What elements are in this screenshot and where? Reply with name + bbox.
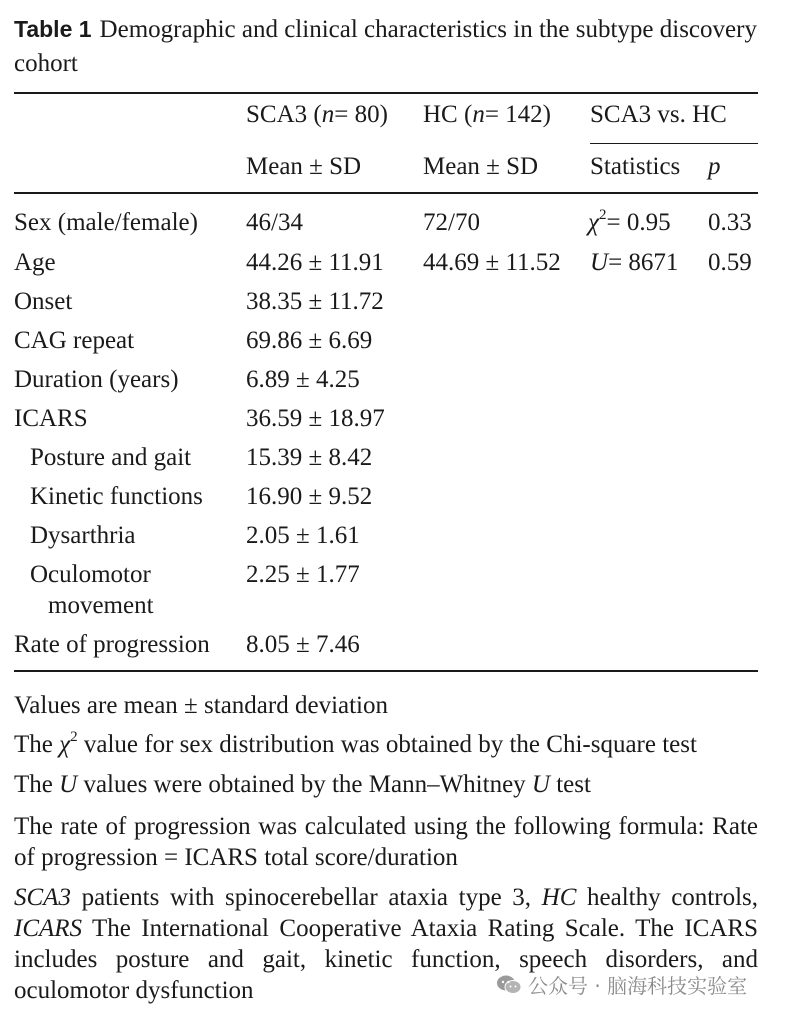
cell-p: 0.59 <box>708 249 752 276</box>
row-label: Posture and gait <box>30 444 192 471</box>
chi-superscript: 2 <box>599 206 607 223</box>
statistic-value: = 8671 <box>608 249 679 276</box>
watermark <box>496 970 747 999</box>
statistic-value: = 0.95 <box>606 209 671 236</box>
u-symbol: U <box>59 771 78 798</box>
col-header-compare: SCA3 vs. HC <box>590 101 727 128</box>
top-rule <box>14 92 758 94</box>
footnote-mann-whitney <box>14 769 758 800</box>
cell-sca3: 38.35 ± 11.72 <box>246 288 384 315</box>
cell-sca3: 44.26 ± 11.91 <box>246 249 384 276</box>
col-subheader-p: p <box>708 153 721 180</box>
footnote-text: value for sex distribution was obtained by the Chi-square test <box>77 731 697 758</box>
col-subheader-statistics: Statistics <box>590 153 681 180</box>
cell-sca3: 16.90 ± 9.52 <box>246 483 373 510</box>
row-label: Dysarthria <box>30 522 136 549</box>
row-label: CAG repeat <box>14 327 135 354</box>
col-header-sca3-value: = 80) <box>334 101 388 128</box>
col-subheader-hc: Mean ± SD <box>423 153 539 180</box>
footnote-formula: The rate of progression was calculated using the following formula: Rate of progression = ICARS total score/duration <box>14 813 758 871</box>
chi-symbol: χ <box>59 731 71 758</box>
footnote-text: test <box>549 771 591 798</box>
row-label: Onset <box>14 288 73 315</box>
row-label: Kinetic functions <box>30 483 203 510</box>
cell-sca3: 15.39 ± 8.42 <box>246 444 373 471</box>
abbrev-text: The International Cooperative Ataxia Rating Scale. The ICARS includes posture and gait, kinetic function, speech disorders, and oculomotor dysfunction <box>14 915 758 1004</box>
cell-sca3: 6.89 ± 4.25 <box>246 366 360 393</box>
cell-hc: 72/70 <box>423 209 480 236</box>
footnote-text: values were obtained by the Mann–Whitney <box>77 771 532 798</box>
cell-sca3: 8.05 ± 7.46 <box>246 631 360 658</box>
table-label: Table 1 <box>14 16 92 42</box>
col-header-hc <box>423 100 551 130</box>
row-label: Age <box>14 249 56 276</box>
abbrev-term: SCA3 <box>14 884 71 911</box>
row-label: Sex (male/female) <box>14 209 198 236</box>
cell-sca3: 69.86 ± 6.69 <box>246 327 373 354</box>
cell-sca3: 46/34 <box>246 209 303 236</box>
col-subheader-sca3: Mean ± SD <box>246 153 362 180</box>
table-caption <box>14 12 758 81</box>
bottom-rule <box>14 670 758 672</box>
col-header-hc-var: n <box>472 101 485 128</box>
chi-symbol: χ <box>588 209 599 236</box>
footnote-values: Values are mean ± standard deviation <box>14 692 388 719</box>
watermark-text: 公众号 · 脑海科技实验室 <box>528 974 748 998</box>
abbrev-term: HC <box>541 884 577 911</box>
abbrev-term: ICARS <box>14 915 83 942</box>
u-symbol: U <box>590 249 609 276</box>
cell-hc: 44.69 ± 11.52 <box>423 249 561 276</box>
cell-sca3: 2.25 ± 1.77 <box>246 561 360 588</box>
cell-sca3: 2.05 ± 1.61 <box>246 522 360 549</box>
cell-p: 0.33 <box>708 209 752 236</box>
row-label: Oculomotor <box>30 561 151 588</box>
footnote-chi-square <box>14 729 758 760</box>
header-rule <box>14 192 758 194</box>
compare-rule <box>590 143 758 144</box>
col-header-hc-value: = 142) <box>484 101 551 128</box>
chi-superscript: 2 <box>70 728 78 745</box>
row-label: Rate of progression <box>14 631 210 658</box>
cell-sca3: 36.59 ± 18.97 <box>246 405 385 432</box>
col-header-sca3-prefix: SCA3 ( <box>246 101 322 128</box>
row-label-continuation: movement <box>48 592 154 619</box>
footnote-text: The <box>14 771 60 798</box>
abbrev-text: healthy controls, <box>576 884 758 911</box>
row-label: ICARS <box>14 405 88 432</box>
col-header-hc-prefix: HC ( <box>423 101 473 128</box>
caption-text: Demographic and clinical characteristics in the subtype discovery cohort <box>14 16 757 77</box>
row-label: Duration (years) <box>14 366 179 393</box>
wechat-icon <box>496 974 522 996</box>
footnote-text: The <box>14 731 60 758</box>
col-header-sca3-var: n <box>321 101 335 128</box>
col-header-sca3 <box>246 100 388 130</box>
u-symbol: U <box>531 771 550 798</box>
cell-statistic <box>590 248 678 278</box>
cell-statistic <box>588 208 671 238</box>
abbrev-text: patients with spinocerebellar ataxia type 3, <box>70 884 542 911</box>
